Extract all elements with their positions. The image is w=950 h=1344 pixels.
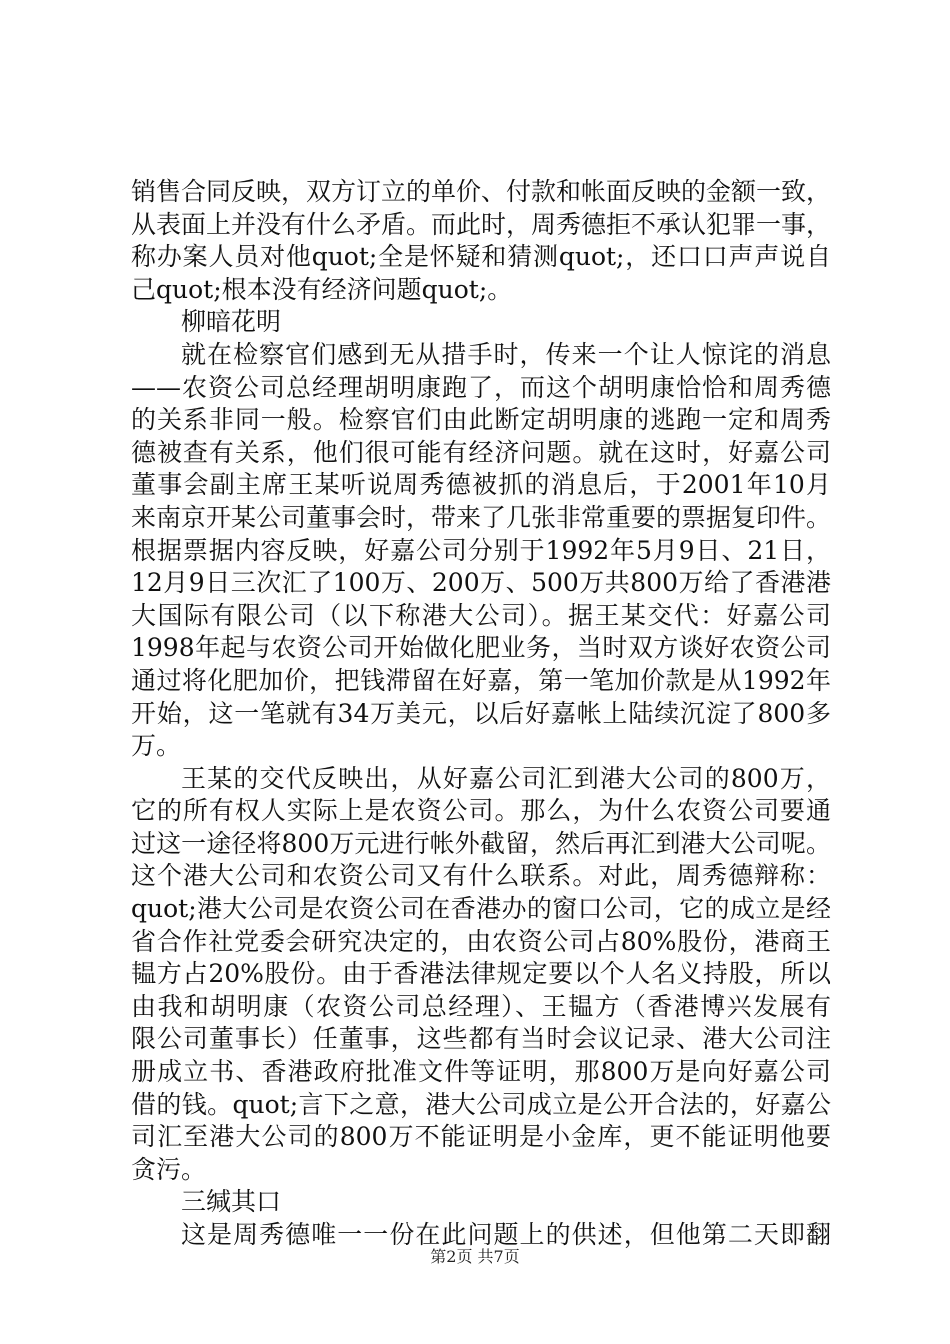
text-line: 过这一途径将800万元进行帐外截留，然后再汇到港大公司呢。 [131, 828, 831, 858]
text-line: 销售合同反映，双方订立的单价、付款和帐面反映的金额一致， [131, 177, 831, 206]
section-heading: 柳暗花明 [181, 307, 282, 337]
text-line: 由我和胡明康（农资公司总经理）、王韫方（香港博兴发展有 [131, 991, 831, 1021]
text-line: 大国际有限公司（以下称港大公司）。据王某交代：好嘉公司 [131, 600, 831, 630]
text-line: 王某的交代反映出，从好嘉公司汇到港大公司的800万， [181, 763, 831, 793]
text-line: 的关系非同一般。检察官们由此断定胡明康的逃跑一定和周秀 [131, 405, 831, 435]
text-line: 借的钱。quot;言下之意，港大公司成立是公开合法的，好嘉公 [131, 1089, 831, 1119]
paragraph [131, 176, 831, 306]
text-line: 这个港大公司和农资公司又有什么联系。对此，周秀德辩称： [131, 861, 831, 891]
text-line: 通过将化肥加价，把钱滞留在好嘉，第一笔加价款是从1992年 [131, 665, 831, 695]
text-line: 它的所有权人实际上是农资公司。那么，为什么农资公司要通 [131, 796, 831, 826]
text-line: 称办案人员对他quot;全是怀疑和猜测quot;，还口口声声说自 [131, 242, 831, 272]
text-line: 从表面上并没有什么矛盾。而此时，周秀德拒不承认犯罪一事， [131, 209, 831, 239]
page-footer: 第2页 共7页 [430, 1247, 520, 1266]
text-line: ——农资公司总经理胡明康跑了，而这个胡明康恰恰和周秀德 [131, 372, 831, 402]
text-line: quot;港大公司是农资公司在香港办的窗口公司，它的成立是经 [131, 894, 831, 924]
text-line: 开始，这一笔就有34万美元，以后好嘉帐上陆续沉淀了800多 [131, 698, 831, 728]
section-heading: 三缄其口 [181, 1187, 282, 1217]
text-line: 限公司董事长）任董事，这些都有当时会议记录、港大公司注 [131, 1024, 831, 1054]
text-line: 司汇至港大公司的800万不能证明是小金库，更不能证明他要 [131, 1122, 831, 1152]
paragraph [131, 339, 831, 763]
text-line: 册成立书、香港政府批准文件等证明，那800万是向好嘉公司 [131, 1057, 831, 1087]
text-line: 贪污。 [131, 1154, 207, 1184]
text-line: 己quot;根本没有经济问题quot;。 [131, 274, 513, 304]
text-line: 就在检察官们感到无从措手时，传来一个让人惊诧的消息 [181, 339, 831, 369]
text-line: 1998年起与农资公司开始做化肥业务，当时双方谈好农资公司 [131, 633, 831, 663]
text-line: 这是周秀德唯一一份在此问题上的供述，但他第二天即翻 [181, 1220, 831, 1249]
text-line: 董事会副主席王某听说周秀德被抓的消息后，于2001年10月 [131, 470, 831, 500]
text-line: 根据票据内容反映，好嘉公司分别于1992年5月9日、21日， [131, 535, 831, 565]
text-line: 万。 [131, 731, 182, 761]
text-line: 来南京开某公司董事会时，带来了几张非常重要的票据复印件。 [131, 502, 831, 532]
paragraph [131, 763, 831, 1187]
text-line: 韫方占20%股份。由于香港法律规定要以个人名义持股，所以 [131, 959, 831, 989]
text-line: 省合作社党委会研究决定的，由农资公司占80%股份，港商王 [131, 926, 831, 956]
text-line: 德被查有关系，他们很可能有经济问题。就在这时，好嘉公司 [131, 437, 831, 467]
text-line: 12月9日三次汇了100万、200万、500万共800万给了香港港 [131, 568, 831, 598]
document-body [131, 176, 831, 1252]
